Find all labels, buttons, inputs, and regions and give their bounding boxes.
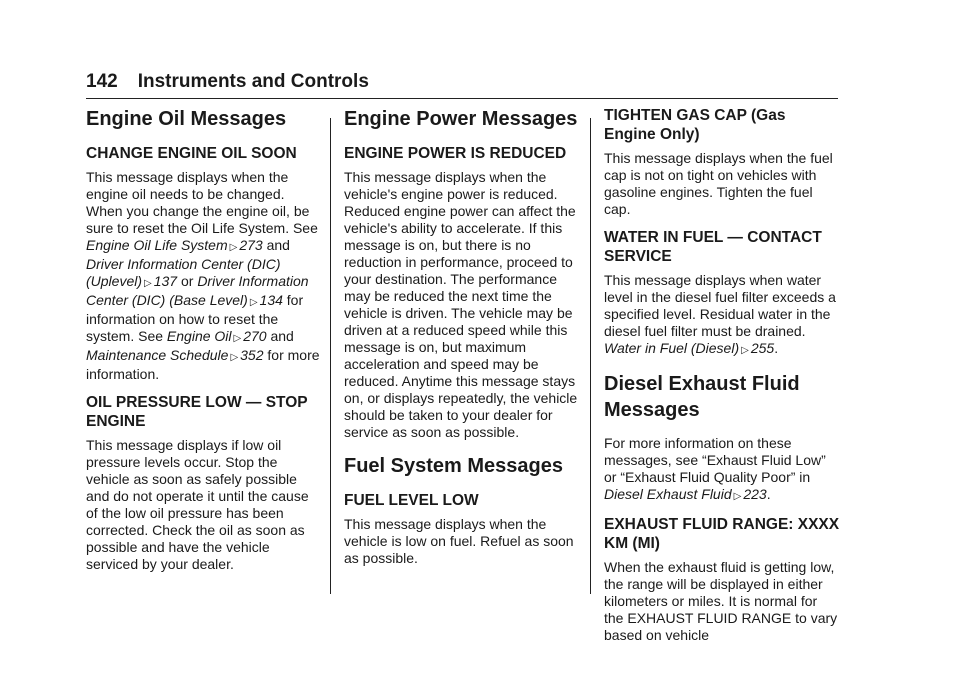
paragraph-oil-pressure-low: This message displays if low oil pressure levels occur. Stop the vehicle as soon as safely possible and do not operate it until the cause of the low oil pressure has been corrected. Check the oil as soon as possible and have the vehicle serviced by your dealer. bbox=[86, 437, 309, 572]
text: . bbox=[766, 486, 771, 502]
section-title-diesel-exhaust-fluid: Diesel Exhaust Fluid Messages bbox=[604, 373, 800, 421]
text: or bbox=[177, 273, 198, 289]
text: and bbox=[266, 328, 294, 344]
link-engine-oil[interactable]: Engine Oil bbox=[166, 328, 232, 344]
column-divider-1 bbox=[330, 118, 331, 594]
paragraph-water-in-fuel bbox=[604, 272, 840, 359]
link-dic-uplevel[interactable]: Driver Information Center (DIC) (Uplevel) bbox=[86, 256, 281, 289]
section-title-engine-oil: Engine Oil Messages bbox=[86, 108, 287, 130]
column-divider-2 bbox=[590, 118, 591, 594]
page-ref-number[interactable]: 255 bbox=[750, 340, 775, 356]
page-ref-triangle-icon: ▷ bbox=[229, 242, 238, 253]
page-ref-triangle-icon: ▷ bbox=[230, 352, 239, 363]
paragraph-engine-power-reduced: This message displays when the vehicle's engine power is reduced. Reduced engine power can affect the vehicle's ability to accelerate. If this message is on, but there is no reduction in performance, proceed to your destination. The performance may be reduced the next time the vehicle is driven. The vehicle may be driven at a reduced speed while this message is on, but maximum acceleration and speed may be reduced. Anytime this message stays on, or displays repeatedly, the vehicle should be taken to your dealer for service as soon as possible. bbox=[344, 169, 578, 440]
page-ref-number[interactable]: 137 bbox=[153, 273, 178, 289]
paragraph-fuel-level-low: This message displays when the vehicle is low on fuel. Refuel as soon as possible. bbox=[344, 516, 574, 566]
paragraph-exhaust-fluid-range: When the exhaust fluid is getting low, the range will be displayed in either kilometers or miles. It is normal for the EXHAUST FLUID RANGE to vary based on vehicle bbox=[604, 559, 838, 643]
page-header bbox=[86, 70, 838, 94]
page-number: 142 bbox=[86, 71, 118, 92]
link-water-in-fuel-diesel[interactable]: Water in Fuel (Diesel) bbox=[604, 340, 740, 356]
page-ref-triangle-icon: ▷ bbox=[249, 297, 258, 308]
heading-oil-pressure-low: OIL PRESSURE LOW — STOP ENGINE bbox=[86, 394, 308, 430]
link-dic-base-level[interactable]: Driver Information Center (DIC) (Base Level) bbox=[86, 273, 309, 308]
paragraph-def-intro bbox=[604, 435, 840, 505]
page-ref-number[interactable]: 270 bbox=[243, 328, 267, 344]
paragraph-change-engine-oil bbox=[86, 169, 322, 383]
text: This message displays when the engine oil needs to be changed. When you change the engine oil, be sure to reset the Oil Life System. See bbox=[86, 169, 318, 236]
section-title-fuel-system: Fuel System Messages bbox=[344, 455, 563, 477]
page-ref-number[interactable]: 352 bbox=[240, 347, 264, 363]
link-diesel-exhaust-fluid[interactable]: Diesel Exhaust Fluid bbox=[604, 486, 732, 502]
text: This message displays when water level in the diesel fuel filter exceeds a specified level. Residual water in the diesel fuel filter must be drained. bbox=[604, 272, 836, 339]
text: for information on how to reset the system. See bbox=[86, 292, 304, 344]
text: for more information. bbox=[86, 347, 320, 382]
page-ref-triangle-icon: ▷ bbox=[233, 333, 242, 344]
header-rule bbox=[86, 98, 838, 99]
page-ref-triangle-icon: ▷ bbox=[741, 345, 749, 356]
column-2 bbox=[344, 106, 580, 567]
heading-change-engine-oil: CHANGE ENGINE OIL SOON bbox=[86, 145, 297, 162]
text: and bbox=[262, 237, 290, 253]
heading-exhaust-fluid-range: EXHAUST FLUID RANGE: XXXX KM (MI) bbox=[604, 516, 840, 552]
page-ref-number[interactable]: 134 bbox=[259, 292, 283, 308]
page-ref-triangle-icon: ▷ bbox=[733, 491, 742, 502]
paragraph-tighten-gas-cap: This message displays when the fuel cap is not on tight on vehicles with gasoline engines. Tighten the fuel cap. bbox=[604, 150, 833, 217]
heading-water-in-fuel: WATER IN FUEL — CONTACT SERVICE bbox=[604, 229, 822, 265]
text: For more information on these messages, see “Exhaust Fluid Low” or “Exhaust Fluid Quality Poor” in bbox=[604, 435, 826, 485]
page-ref-number[interactable]: 223 bbox=[743, 486, 767, 502]
page-ref-number[interactable]: 273 bbox=[239, 237, 263, 253]
chapter-title: Instruments and Controls bbox=[137, 71, 369, 92]
text: . bbox=[774, 340, 779, 356]
heading-engine-power-reduced: ENGINE POWER IS REDUCED bbox=[344, 145, 567, 162]
heading-fuel-level-low: FUEL LEVEL LOW bbox=[344, 492, 479, 509]
column-1 bbox=[86, 106, 322, 573]
heading-tighten-gas-cap: TIGHTEN GAS CAP (Gas Engine Only) bbox=[604, 107, 786, 143]
section-title-engine-power: Engine Power Messages bbox=[344, 108, 578, 130]
link-maintenance-schedule[interactable]: Maintenance Schedule bbox=[86, 347, 229, 363]
page-ref-triangle-icon: ▷ bbox=[144, 278, 152, 289]
link-engine-oil-life-system[interactable]: Engine Oil Life System bbox=[86, 237, 228, 253]
column-3 bbox=[604, 106, 840, 644]
